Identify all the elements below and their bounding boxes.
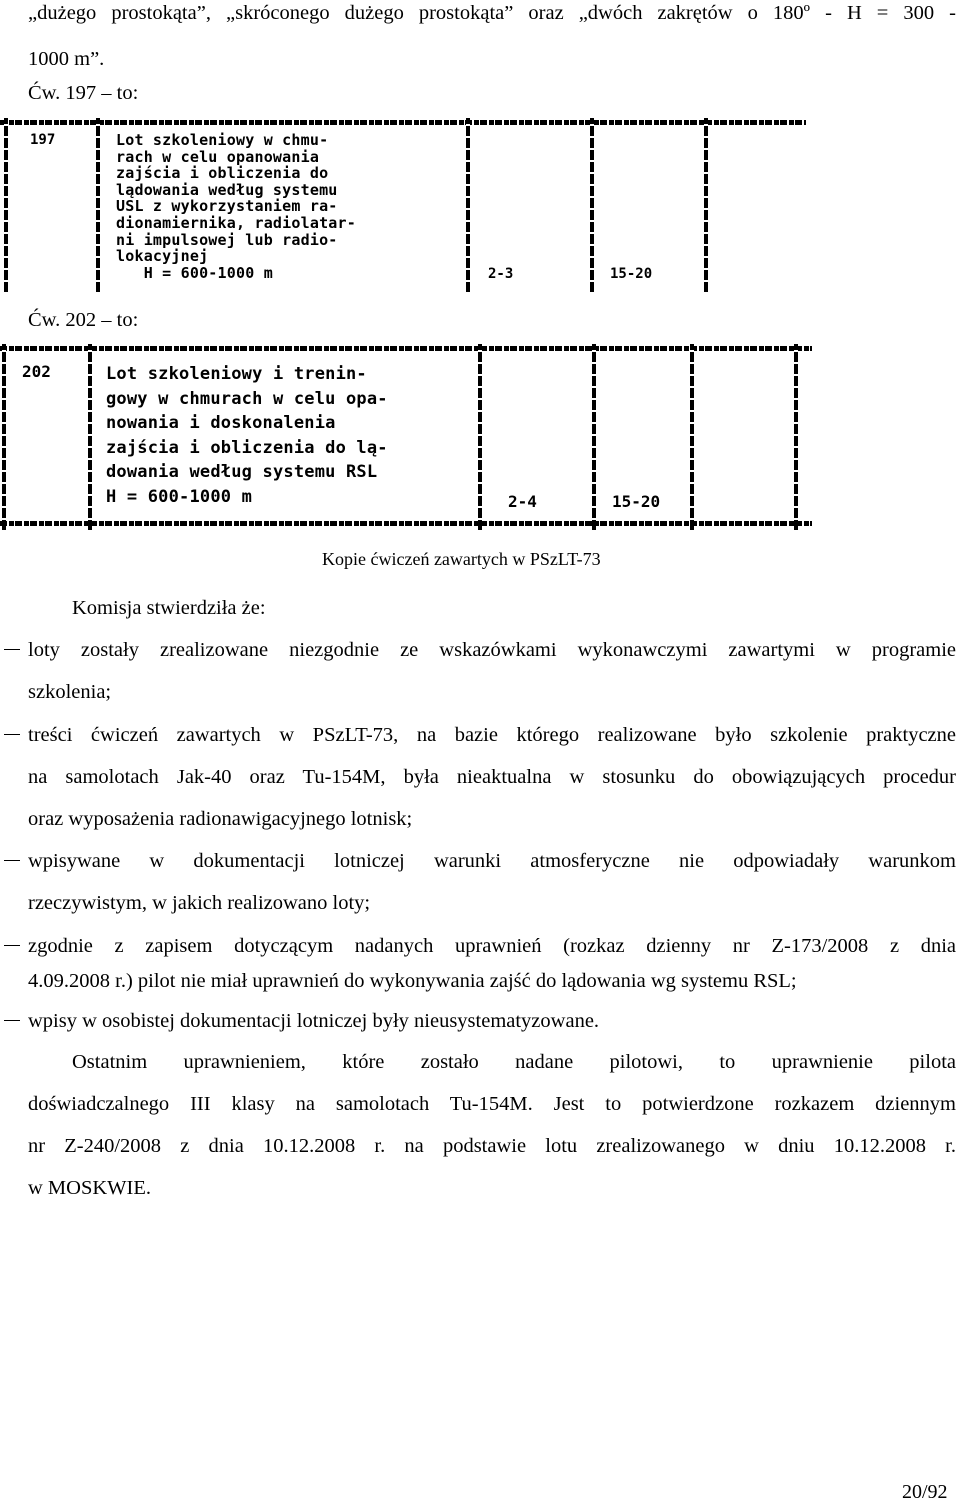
description-line: lokacyjnej <box>116 247 209 266</box>
flight-time: 15-20 <box>610 266 653 282</box>
description-line: H = 600-1000 m <box>106 486 253 507</box>
findings-intro: Komisja stwierdziła że: <box>72 597 266 619</box>
description-line: H = 600-1000 m <box>116 263 273 282</box>
table-right-rule <box>794 344 798 532</box>
finding-1-line-2: szkolenia; <box>28 681 112 703</box>
exercise-number: 202 <box>22 362 51 381</box>
description-line: dionamiernika, radiolatar- <box>116 213 356 232</box>
scan-table-197 <box>0 118 806 293</box>
table-column-rule <box>592 344 596 532</box>
table-left-rule <box>2 344 6 532</box>
description-line: Lot szkoleniowy i trenin- <box>106 364 367 384</box>
page-number: 20/92 <box>902 1481 948 1503</box>
paragraph-line-4: w MOSKWIE. <box>28 1177 151 1199</box>
table-column-rule <box>704 118 708 293</box>
exercise-description <box>106 362 388 509</box>
table-column-rule <box>690 344 694 532</box>
finding-4-line-2: 4.09.2008 r.) pilot nie miał uprawnień do wykonywania zajść do lądowania wg systemu RSL; <box>28 970 797 992</box>
paragraph-line-1: Ostatnim uprawnieniem, które zostało nadane pilotowi, to uprawnienie pilota <box>72 1051 956 1073</box>
intro-line-2: 1000 m”. <box>28 48 105 70</box>
exercise-number: 197 <box>30 132 56 148</box>
finding-2-line-3: oraz wyposażenia radionawigacyjnego lotnisk; <box>28 808 413 830</box>
description-line: nowania i doskonalenia <box>106 413 336 433</box>
description-line: dowania według systemu RSL <box>106 462 378 482</box>
description-line: zajścia i obliczenia do lą- <box>106 437 388 458</box>
description-line: zajścia i obliczenia do <box>116 164 329 183</box>
figure-caption: Kopie ćwiczeń zawartych w PSzLT-73 <box>322 549 601 569</box>
description-line: lądowania według systemu <box>116 180 338 199</box>
intro-line-1: „dużego prostokąta”, „skróconego dużego prostokąta” oraz „dwóch zakrętów o 180º - H = 300 - <box>28 2 956 24</box>
list-dash-icon <box>4 734 20 735</box>
table-column-rule <box>478 344 482 532</box>
description-line: Lot szkoleniowy w chmu- <box>116 131 329 149</box>
table-column-rule <box>466 118 470 293</box>
table-column-rule <box>88 344 92 532</box>
description-line: rach w celu opanowania <box>116 147 320 166</box>
finding-3-line-1: wpisywane w dokumentacji lotniczej warunki atmosferyczne nie odpowiadały warunkom <box>28 850 956 872</box>
finding-5-line-1: wpisy w osobistej dokumentacji lotniczej były nieusystematyzowane. <box>28 1010 600 1032</box>
table-top-rule <box>0 120 806 125</box>
finding-2-line-1: treści ćwiczeń zawartych w PSzLT-73, na bazie którego realizowane było szkolenie praktyczne <box>28 724 956 746</box>
exercise-202-label: Ćw. 202 – to: <box>28 309 139 331</box>
exercise-197-label: Ćw. 197 – to: <box>28 82 139 104</box>
table-column-rule <box>96 118 100 293</box>
description-line: ni impulsowej lub radio- <box>116 230 338 249</box>
table-left-rule <box>4 118 8 293</box>
table-column-rule <box>590 118 594 293</box>
description-line: USL z wykorzystaniem ra- <box>116 197 338 216</box>
paragraph-line-3: nr Z-240/2008 z dnia 10.12.2008 r. na podstawie lotu zrealizowanego w dniu 10.12.2008 r. <box>28 1135 956 1157</box>
exercise-description <box>116 132 356 281</box>
scan-table-202 <box>0 344 812 532</box>
finding-4-line-1: zgodnie z zapisem dotyczącym nadanych uprawnień (rozkaz dzienny nr Z-173/2008 z dnia <box>28 935 956 957</box>
finding-1-line-1: loty zostały zrealizowane niezgodnie ze wskazówkami wykonawczymi zawartymi w programie <box>28 639 956 661</box>
finding-3-line-2: rzeczywistym, w jakich realizowano loty; <box>28 892 371 914</box>
finding-2-line-2: na samolotach Jak-40 oraz Tu-154M, była nieaktualna w stosunku do obowiązujących procedur <box>28 766 956 788</box>
list-dash-icon <box>4 1020 20 1021</box>
flight-count: 2-3 <box>488 266 514 282</box>
list-dash-icon <box>4 649 20 650</box>
flight-time: 15-20 <box>612 492 661 511</box>
list-dash-icon <box>4 945 20 946</box>
list-dash-icon <box>4 860 20 861</box>
paragraph-line-2: doświadczalnego III klasy na samolotach Tu-154M. Jest to potwierdzone rozkazem dziennym <box>28 1093 956 1115</box>
flight-count: 2-4 <box>508 492 537 511</box>
description-line: gowy w chmurach w celu opa- <box>106 388 388 409</box>
